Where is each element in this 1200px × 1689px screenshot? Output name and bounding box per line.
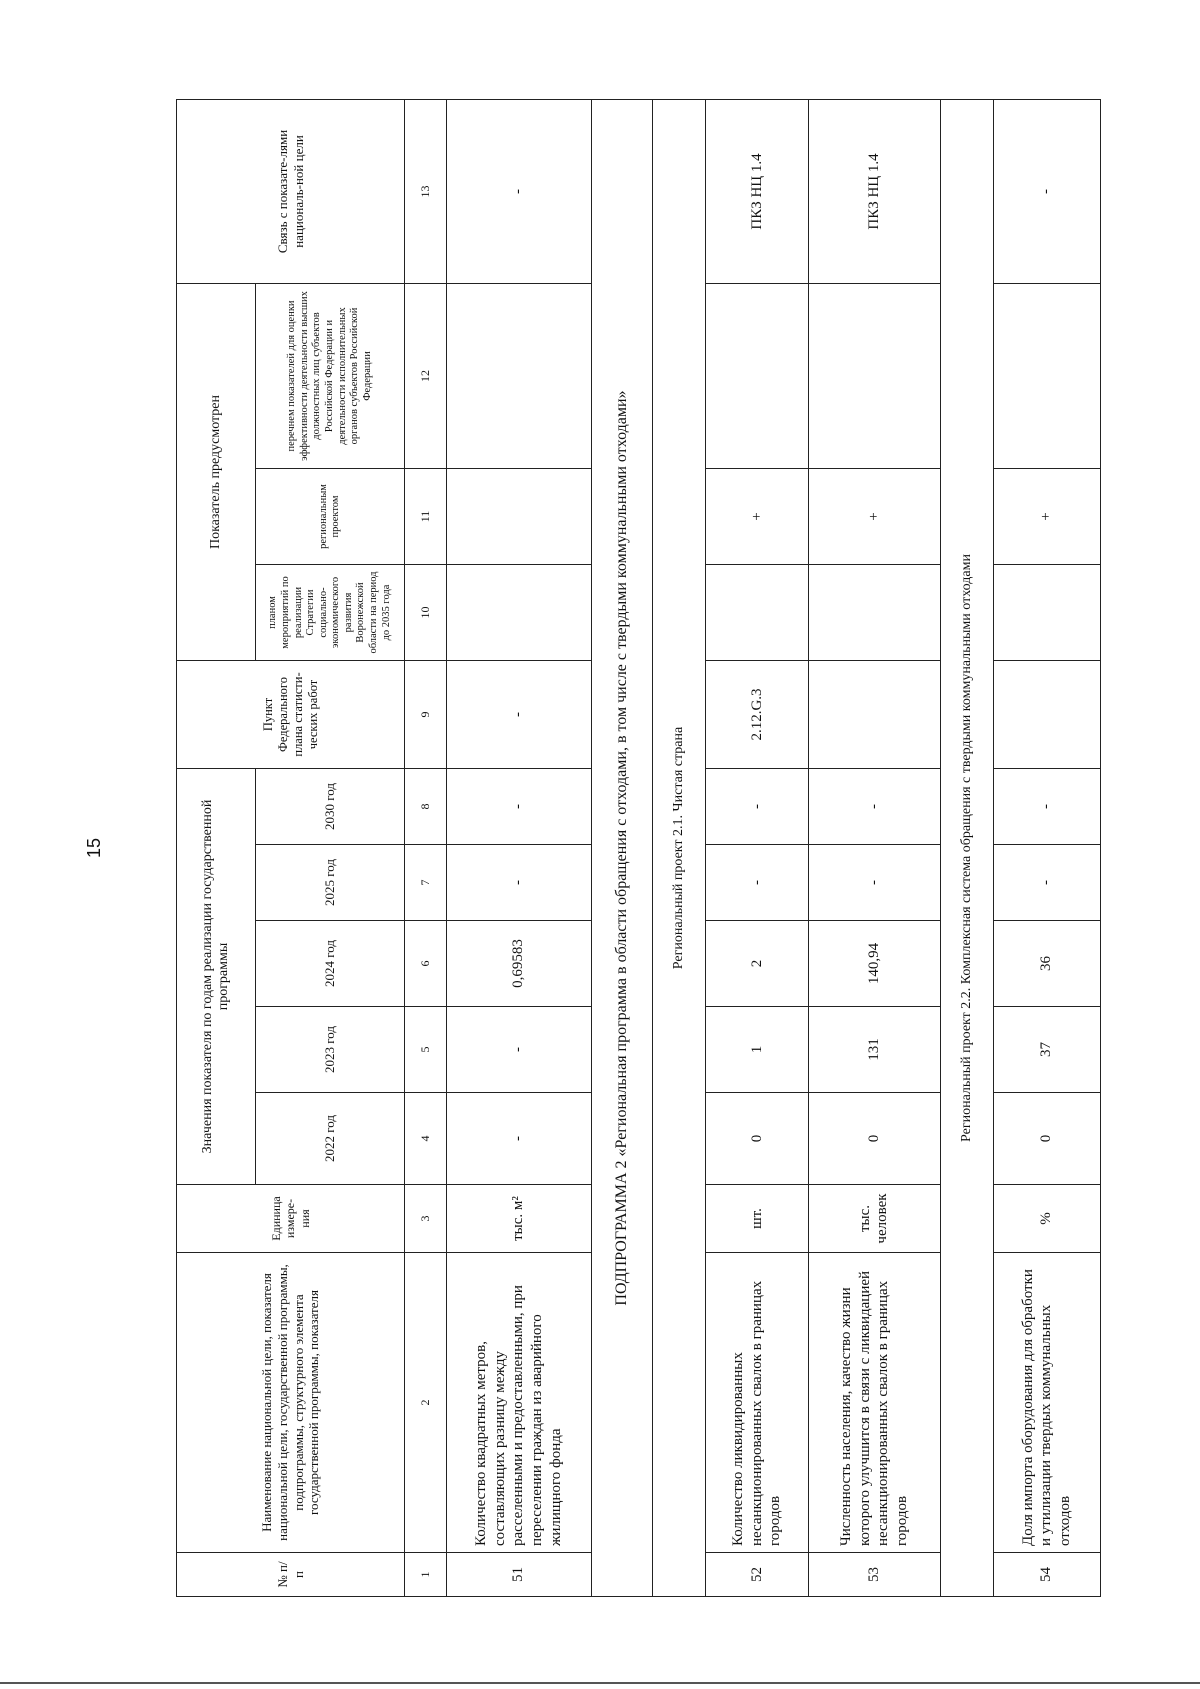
fed-plan-cell: 2.12.G.3 xyxy=(706,661,809,769)
value-2022: 0 xyxy=(706,1093,809,1185)
col-performance-list-header: перечнем показателей для оценки эффективности деятельности высших должностных лиц субъектов Российской Федерации и деятельности исполнительных органов субъектов Российской Федерации xyxy=(256,283,405,468)
unit-cell: % xyxy=(993,1185,1100,1253)
value-2022: 0 xyxy=(993,1093,1100,1185)
column-number: 1 xyxy=(405,1553,446,1597)
value-2030: - xyxy=(446,769,591,845)
national-link-cell: - xyxy=(446,99,591,283)
col-2024-header: 2024 год xyxy=(256,921,405,1007)
plan-strategy-cell xyxy=(706,565,809,661)
value-2025: - xyxy=(808,845,940,921)
column-number: 8 xyxy=(405,769,446,845)
project-2-2-title: Региональный проект 2.2. Комплексная система обращения с твердыми коммунальными отходами xyxy=(940,99,993,1596)
value-2023: 1 xyxy=(706,1007,809,1093)
performance-list-cell xyxy=(993,283,1100,468)
regional-project-cell: + xyxy=(706,469,809,565)
performance-list-cell xyxy=(706,283,809,468)
value-2030: - xyxy=(706,769,809,845)
value-2024: 2 xyxy=(706,921,809,1007)
value-2030: - xyxy=(993,769,1100,845)
value-2025: - xyxy=(446,845,591,921)
col-regional-project-header: региональным проектом xyxy=(256,469,405,565)
col-name-header: Наименование национальной цели, показателя национальной цели, государственной программы, подпрограммы, структурного элемента государственной программы, показателя xyxy=(177,1253,405,1553)
col-national-link-header: Связь с показате-лями националь-ной цели xyxy=(177,99,405,283)
col-2023-header: 2023 год xyxy=(256,1007,405,1093)
project-2-1-title: Региональный проект 2.1. Чистая страна xyxy=(653,99,706,1596)
col-values-group-header: Значения показателя по годам реализации государственной программы xyxy=(177,769,256,1185)
row-number: 53 xyxy=(808,1553,940,1597)
col-provided-group-header: Показатель предусмотрен xyxy=(177,283,256,660)
row-number: 52 xyxy=(706,1553,809,1597)
table-row-52 xyxy=(706,99,809,1596)
regional-project-cell xyxy=(446,469,591,565)
table-row-53 xyxy=(808,99,940,1596)
col-plan-strategy-header: планом мероприятий по реализации Стратегии социально-экономического развития Воронежской области на период до 2035 года xyxy=(256,565,405,661)
column-number: 4 xyxy=(405,1093,446,1185)
indicator-name: Количество квадратных метров, составляющих разницу между расселенными и предоставленными, при переселении граждан из аварийного жилищного фонда xyxy=(446,1253,591,1553)
column-number: 11 xyxy=(405,469,446,565)
column-number: 5 xyxy=(405,1007,446,1093)
column-number: 9 xyxy=(405,661,446,769)
national-link-cell: ПКЗ НЦ 1.4 xyxy=(706,99,809,283)
column-number: 7 xyxy=(405,845,446,921)
value-2024: 0,69583 xyxy=(446,921,591,1007)
fed-plan-cell: - xyxy=(446,661,591,769)
unit-cell: тыс. м² xyxy=(446,1185,591,1253)
table-row-54 xyxy=(993,99,1100,1596)
col-fed-plan-header: Пункт Федерального плана статисти-ческих работ xyxy=(177,661,405,769)
col-2025-header: 2025 год xyxy=(256,845,405,921)
column-number: 13 xyxy=(405,99,446,283)
row-number: 54 xyxy=(993,1553,1100,1597)
indicator-name: Численность населения, качество жизни которого улучшится в связи с ликвидацией несанкционированных свалок в границах городов xyxy=(808,1253,940,1553)
page-number: 15 xyxy=(84,837,104,859)
value-2025: - xyxy=(706,845,809,921)
performance-list-cell xyxy=(446,283,591,468)
unit-cell: шт. xyxy=(706,1185,809,1253)
subprogram-title: ПОДПРОГРАММА 2 «Региональная программа в области обращения с отходами, в том числе с твердыми коммунальными отходами» xyxy=(591,99,653,1596)
regional-project-cell: + xyxy=(808,469,940,565)
value-2022: 0 xyxy=(808,1093,940,1185)
plan-strategy-cell xyxy=(993,565,1100,661)
value-2024: 36 xyxy=(993,921,1100,1007)
value-2024: 140,94 xyxy=(808,921,940,1007)
row-number: 51 xyxy=(446,1553,591,1597)
indicator-name: Количество ликвидированных несанкционированных свалок в границах городов xyxy=(706,1253,809,1553)
table-row-51 xyxy=(446,99,591,1596)
project-2-2-row xyxy=(940,99,993,1596)
column-number: 6 xyxy=(405,921,446,1007)
indicators-table xyxy=(176,99,1101,1597)
rotated-table-container xyxy=(176,100,1101,1597)
regional-project-cell: + xyxy=(993,469,1100,565)
column-number-row xyxy=(405,99,446,1596)
value-2022: - xyxy=(446,1093,591,1185)
value-2023: 131 xyxy=(808,1007,940,1093)
project-2-1-row xyxy=(653,99,706,1596)
value-2023: 37 xyxy=(993,1007,1100,1093)
national-link-cell: - xyxy=(993,99,1100,283)
page-bottom-rule xyxy=(0,1682,1200,1684)
column-number: 12 xyxy=(405,283,446,468)
value-2030: - xyxy=(808,769,940,845)
col-unit-header: Единица измере-ния xyxy=(177,1185,405,1253)
subprogram-row xyxy=(591,99,653,1596)
col-2022-header: 2022 год xyxy=(256,1093,405,1185)
column-number: 2 xyxy=(405,1253,446,1553)
fed-plan-cell xyxy=(808,661,940,769)
value-2023: - xyxy=(446,1007,591,1093)
col-2030-header: 2030 год xyxy=(256,769,405,845)
fed-plan-cell xyxy=(993,661,1100,769)
column-number: 10 xyxy=(405,565,446,661)
col-no-header: № п/п xyxy=(177,1553,405,1597)
header-row-1 xyxy=(177,99,256,1596)
national-link-cell: ПКЗ НЦ 1.4 xyxy=(808,99,940,283)
plan-strategy-cell xyxy=(446,565,591,661)
value-2025: - xyxy=(993,845,1100,921)
performance-list-cell xyxy=(808,283,940,468)
indicator-name: Доля импорта оборудования для обработки и утилизации твердых коммунальных отходов xyxy=(993,1253,1100,1553)
column-number: 3 xyxy=(405,1185,446,1253)
unit-cell: тыс. человек xyxy=(808,1185,940,1253)
plan-strategy-cell xyxy=(808,565,940,661)
